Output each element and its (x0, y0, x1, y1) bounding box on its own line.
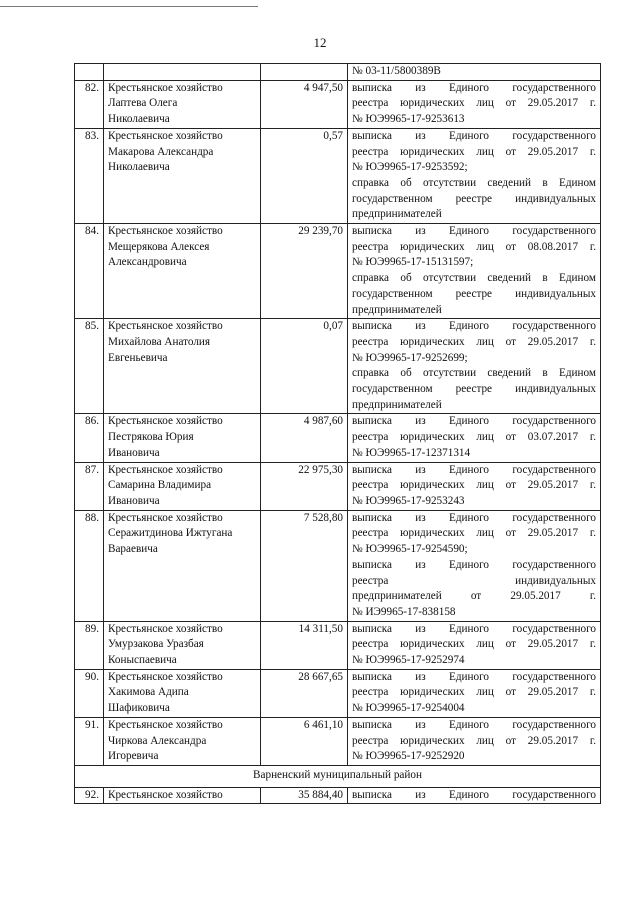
cell-name (104, 224, 261, 319)
name-line: Крестьянское хозяйство (108, 225, 223, 238)
name-line: Пестрякова Юрия (108, 431, 194, 444)
document-line: № ЮЭ9965-17-9253613 (352, 113, 465, 126)
cell-amount: 6 461,10 (261, 717, 348, 765)
name-line: Александровича (108, 256, 187, 269)
document-line: реестра юридических лиц от 03.07.2017 г. (352, 431, 596, 444)
document-line: реестра юридических лиц от 29.05.2017 г. (352, 734, 596, 747)
cell-documents (348, 224, 601, 319)
table-row (75, 621, 601, 669)
cell-amount: 29 239,70 (261, 224, 348, 319)
name-line: Лаптева Олега (108, 97, 178, 110)
cell-number: 85. (75, 319, 104, 414)
document-line: реестра юридических лиц от 29.05.2017 г. (352, 527, 596, 540)
cell-documents (348, 717, 601, 765)
cell-name (104, 414, 261, 462)
document-line: выписка из Единого государственного (352, 415, 596, 428)
name-line: Крестьянское хозяйство (108, 81, 223, 94)
header-rule (0, 6, 258, 7)
cell-amount: 4 987,60 (261, 414, 348, 462)
table-row (75, 717, 601, 765)
document-line: справка об отсутствии сведений в Едином (352, 367, 596, 380)
document-line: № ЮЭ9965-17-9252699; (352, 351, 468, 364)
cell-amount: 28 667,65 (261, 669, 348, 717)
name-line: Самарина Владимира (108, 479, 212, 492)
name-line: Ивановича (108, 494, 160, 507)
document-line: выписка из Единого государственного (352, 81, 596, 94)
document-line: предпринимателей от 29.05.2017 г. (352, 590, 596, 603)
name-line: Николаевича (108, 161, 170, 174)
document-line: № 03-11/5800389В (352, 65, 441, 77)
cell-documents (348, 319, 601, 414)
cell-documents (348, 462, 601, 510)
cell-name (104, 319, 261, 414)
cell-name (104, 462, 261, 510)
cell-documents (348, 510, 601, 621)
name-line: Серажитдинова Ижтугана (108, 527, 233, 540)
cell-documents (348, 80, 601, 128)
cell-amount: 0,57 (261, 128, 348, 223)
name-line: Крестьянское хозяйство (108, 129, 223, 142)
cell-documents (348, 787, 601, 804)
name-line: Умурзакова Уразбая (108, 638, 204, 651)
table-row (75, 224, 601, 319)
cell-number: 92. (75, 787, 104, 804)
registry-table (74, 63, 601, 804)
cell-number: 82. (75, 80, 104, 128)
cell-number: 91. (75, 717, 104, 765)
cell-name (104, 669, 261, 717)
table-row (75, 787, 601, 804)
name-line: Игоревича (108, 750, 159, 763)
document-line: № ЮЭ9965-17-9254590; (352, 543, 468, 556)
name-line: Крестьянское хозяйство (108, 788, 223, 801)
cell-number: 90. (75, 669, 104, 717)
cell-amount: 7 528,80 (261, 510, 348, 621)
document-line: № ЮЭ9965-17-9252974 (352, 654, 465, 667)
cell-number: 87. (75, 462, 104, 510)
document-line: № ЮЭ9965-17-12371314 (352, 446, 471, 459)
document-line: реестра юридических лиц от 29.05.2017 г. (352, 638, 596, 651)
section-title: Варненский муниципальный район (75, 765, 601, 787)
document-line: выписка из Единого государственного (352, 670, 596, 683)
cell-documents (348, 128, 601, 223)
name-line: Крестьянское хозяйство (108, 718, 223, 731)
cell-name (104, 510, 261, 621)
document-line: государственном реестре индивидуальных (352, 383, 596, 396)
name-line: Мещерякова Алексея (108, 240, 210, 253)
document-line: выписка из Единого государственного (352, 320, 596, 333)
document-line: выписка из Единого государственного (352, 558, 596, 571)
name-line: Николаевича (108, 113, 170, 126)
table-row (75, 669, 601, 717)
document-line: реестра юридических лиц от 29.05.2017 г. (352, 686, 596, 699)
table-row (75, 319, 601, 414)
cell-name (104, 128, 261, 223)
name-line: Вараевича (108, 543, 158, 556)
name-line: Крестьянское хозяйство (108, 511, 223, 524)
name-line: Крестьянское хозяйство (108, 320, 223, 333)
document-line: выписка из Единого государственного (352, 463, 596, 476)
document-line: выписка из Единого государственного (352, 622, 596, 635)
name-line: Чиркова Александра (108, 734, 207, 747)
cell-amount: 22 975,30 (261, 462, 348, 510)
cell-name (104, 80, 261, 128)
document-line: реестра юридических лиц от 08.08.2017 г. (352, 240, 596, 253)
table-row-continuation (75, 64, 601, 81)
name-line: Коныспаевича (108, 654, 177, 667)
document-line: № ЮЭ9965-17-9253243 (352, 494, 465, 507)
table-row (75, 414, 601, 462)
document-line: выписка из Единого государственного (352, 129, 596, 142)
document-line: выписка из Единого государственного (352, 511, 596, 524)
cell-amount: 4 947,50 (261, 80, 348, 128)
document-line: реестра юридических лиц от 29.05.2017 г. (352, 97, 596, 110)
document-line: реестра юридических лиц от 29.05.2017 г. (352, 335, 596, 348)
document-line: предпринимателей (352, 208, 442, 221)
cell-number: 83. (75, 128, 104, 223)
cell-number (75, 64, 104, 81)
cell-amount: 0,07 (261, 319, 348, 414)
document-line: справка об отсутствии сведений в Едином (352, 176, 596, 189)
name-line: Крестьянское хозяйство (108, 415, 223, 428)
document-line: выписка из Единого государственного (352, 788, 596, 801)
cell-number: 86. (75, 414, 104, 462)
name-line: Крестьянское хозяйство (108, 463, 223, 476)
cell-number: 88. (75, 510, 104, 621)
table-row (75, 128, 601, 223)
section-row (75, 765, 601, 787)
document-line: государственном реестре индивидуальных (352, 287, 596, 300)
document-line: реестра индивидуальных (352, 574, 596, 587)
cell-name (104, 64, 261, 81)
name-line: Макарова Александра (108, 145, 214, 158)
name-line: Ивановича (108, 446, 160, 459)
cell-documents (348, 64, 601, 81)
registry-table-body (75, 64, 601, 804)
name-line: Крестьянское хозяйство (108, 670, 223, 683)
name-line: Евгеньевича (108, 351, 168, 364)
document-line: № ЮЭ9965-17-9254004 (352, 702, 465, 715)
document-line: № ЮЭ9965-17-9253592; (352, 161, 468, 174)
cell-number: 84. (75, 224, 104, 319)
name-line: Шафиковича (108, 702, 170, 715)
name-line: Хакимова Адипа (108, 686, 189, 699)
cell-amount: 35 884,40 (261, 787, 348, 804)
document-line: реестра юридических лиц от 29.05.2017 г. (352, 479, 596, 492)
name-line: Крестьянское хозяйство (108, 622, 223, 635)
document-line: предпринимателей (352, 398, 442, 411)
cell-number: 89. (75, 621, 104, 669)
cell-name (104, 787, 261, 804)
document-line: справка об отсутствии сведений в Едином (352, 272, 596, 285)
table-row (75, 510, 601, 621)
cell-name (104, 621, 261, 669)
cell-amount (261, 64, 348, 81)
cell-name (104, 717, 261, 765)
cell-amount: 14 311,50 (261, 621, 348, 669)
table-row (75, 462, 601, 510)
page-number: 12 (313, 35, 327, 50)
document-line: государственном реестре индивидуальных (352, 192, 596, 205)
cell-documents (348, 621, 601, 669)
name-line: Михайлова Анатолия (108, 335, 211, 348)
document-line: № ЮЭ9965-17-9252920 (352, 750, 465, 763)
document-line: № ЮЭ9965-17-15131597; (352, 256, 474, 269)
document-line: реестра юридических лиц от 29.05.2017 г. (352, 145, 596, 158)
document-line: выписка из Единого государственного (352, 225, 596, 238)
document-line: предпринимателей (352, 303, 442, 316)
cell-documents (348, 669, 601, 717)
cell-documents (348, 414, 601, 462)
table-row (75, 80, 601, 128)
document-line: выписка из Единого государственного (352, 718, 596, 731)
document-line: № ИЭ9965-17-838158 (352, 605, 456, 618)
